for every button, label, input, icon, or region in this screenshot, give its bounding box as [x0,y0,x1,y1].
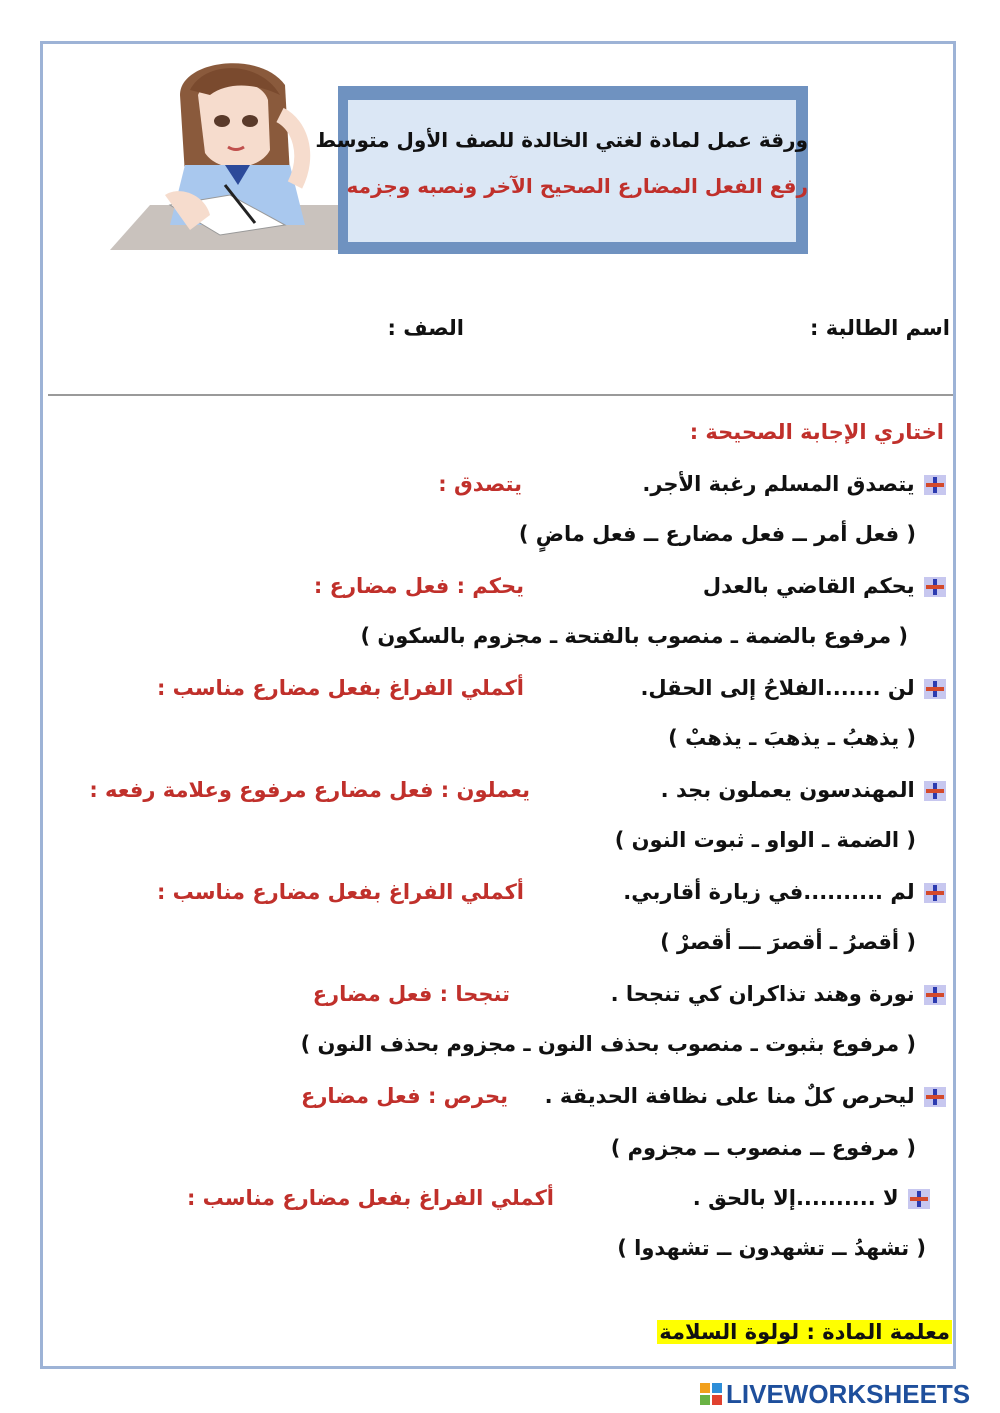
question-2-text: يحكم القاضي بالعدل [702,574,915,598]
question-1-options[interactable]: ( فعل أمر ــ فعل مضارع ــ فعل ماضٍ ) [518,522,916,546]
question-4-text: المهندسون يعملون بجد . [660,778,915,802]
class-field[interactable]: الصف : [387,316,464,340]
student-name-field[interactable]: اسم الطالبة : [810,316,950,340]
bullet-icon [924,985,946,1005]
liveworksheets-brand-text: LIVEWORKSHEETS [726,1378,971,1409]
bullet-icon [924,577,946,597]
teacher-name: معلمة المادة : لولوة السلامة [659,1320,950,1344]
divider [48,394,953,396]
question-3 [640,676,946,700]
bullet-icon [924,883,946,903]
question-3-options[interactable]: ( يذهبُ ـ يذهبَ ـ يذهبْ ) [668,726,916,750]
question-4-prompt: يعملون : فعل مضارع مرفوع وعلامة رفعه : [89,778,530,802]
worksheet-title: ورقة عمل لمادة لغتي الخالدة للصف الأول متوسط [315,128,808,152]
banner-face [348,100,796,242]
question-4-options[interactable]: ( الضمة ـ الواو ـ ثبوت النون ) [614,828,916,852]
liveworksheets-logo-icon [700,1383,722,1405]
bullet-icon [908,1189,930,1209]
header-banner [338,86,808,254]
question-6-text: نورة وهند تذاكران كي تنجحا . [610,982,915,1006]
question-3-prompt: أكملي الفراغ بفعل مضارع مناسب : [156,676,524,700]
bullet-icon [924,781,946,801]
question-2 [703,574,946,598]
question-2-prompt: يحكم : فعل مضارع : [313,574,524,598]
question-1-prompt: يتصدق : [438,472,522,496]
question-6-options[interactable]: ( مرفوع بثبوت ـ منصوب بحذف النون ـ مجزوم بحذف النون ) [300,1032,916,1056]
question-8-text: لا ..........إلا بالحق . [692,1186,899,1210]
question-8-options[interactable]: ( تشهدُ ــ تشهدون ــ تشهدوا ) [617,1236,926,1260]
question-6-prompt: تنجحا : فعل مضارع [312,982,510,1006]
bullet-icon [924,475,946,495]
bullet-icon [924,1087,946,1107]
question-5-prompt: أكملي الفراغ بفعل مضارع مناسب : [156,880,524,904]
question-1 [642,472,946,496]
bullet-icon [924,679,946,699]
question-4 [661,778,946,802]
question-7-options[interactable]: ( مرفوع ــ منصوب ــ مجزوم ) [610,1136,916,1160]
question-3-text: لن .......الفلاحُ إلى الحقل. [640,676,915,700]
worksheet-subtitle: رفع الفعل المضارع الصحيح الآخر ونصبه وجزمه [346,174,808,198]
liveworksheets-logo [700,1380,970,1408]
question-6 [611,982,946,1006]
question-1-text: يتصدق المسلم رغبة الأجر. [642,472,915,496]
question-8-prompt: أكملي الفراغ بفعل مضارع مناسب : [186,1186,554,1210]
question-5-text: لم ..........في زيارة أقاربي. [623,880,915,904]
instruction: اختاري الإجابة الصحيحة : [689,420,944,444]
question-7-text: ليحرص كلٌ منا على نظافة الحديقة . [544,1084,915,1108]
question-5-options[interactable]: ( أقصرُ ـ أقصرَ ـــ أقصرْ ) [660,930,916,954]
question-2-options[interactable]: ( مرفوع بالضمة ـ منصوب بالفتحة ـ مجزوم بالسكون ) [360,624,908,648]
question-8 [693,1186,930,1210]
question-5 [623,880,946,904]
question-7 [545,1084,946,1108]
question-7-prompt: يحرص : فعل مضارع [300,1084,508,1108]
